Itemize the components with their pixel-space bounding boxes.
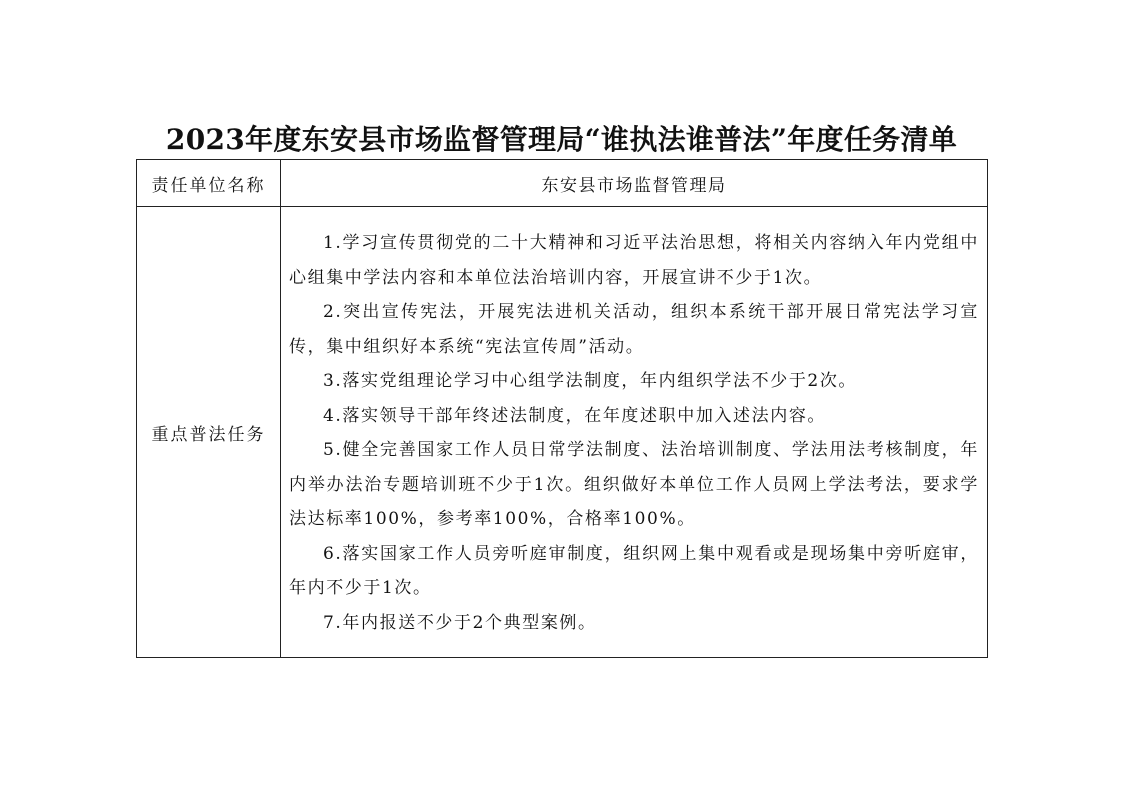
task-item: 1.学习宣传贯彻党的二十大精神和习近平法治思想，将相关内容纳入年内党组中心组集中学法内容和本单位法治培训内容，开展宣讲不少于1次。 bbox=[289, 233, 979, 288]
task-list bbox=[281, 220, 987, 644]
document-title: 2023年度东安县市场监督管理局“谁执法谁普法”年度任务清单 bbox=[165, 123, 958, 156]
task-table bbox=[136, 159, 988, 658]
task-item: 2.突出宣传宪法，开展宪法进机关活动，组织本系统干部开展日常宪法学习宣传，集中组织好本系统“宪法宣传周”活动。 bbox=[289, 302, 979, 357]
key-tasks-label: 重点普法任务 bbox=[137, 207, 281, 658]
task-item: 5.健全完善国家工作人员日常学法制度、法治培训制度、学法用法考核制度，年内举办法治专题培训班不少于1次。组织做好本单位工作人员网上学法考法，要求学法达标率100%，参考率100%，合格率100%。 bbox=[289, 440, 979, 529]
task-item: 3.落实党组理论学习中心组学法制度，年内组织学法不少于2次。 bbox=[323, 371, 858, 391]
responsible-unit-value: 东安县市场监督管理局 bbox=[281, 160, 988, 207]
table-row-key-tasks bbox=[137, 207, 988, 658]
key-tasks-cell bbox=[281, 207, 988, 658]
task-item: 7.年内报送不少于2个典型案例。 bbox=[323, 612, 597, 633]
task-item: 6.落实国家工作人员旁听庭审制度，组织网上集中观看或是现场集中旁听庭审，年内不少于1次。 bbox=[289, 543, 979, 598]
table-row-responsible-unit bbox=[137, 160, 988, 207]
task-item: 4.落实领导干部年终述法制度，在年度述职中加入述法内容。 bbox=[323, 405, 827, 426]
responsible-unit-label: 责任单位名称 bbox=[137, 160, 281, 207]
